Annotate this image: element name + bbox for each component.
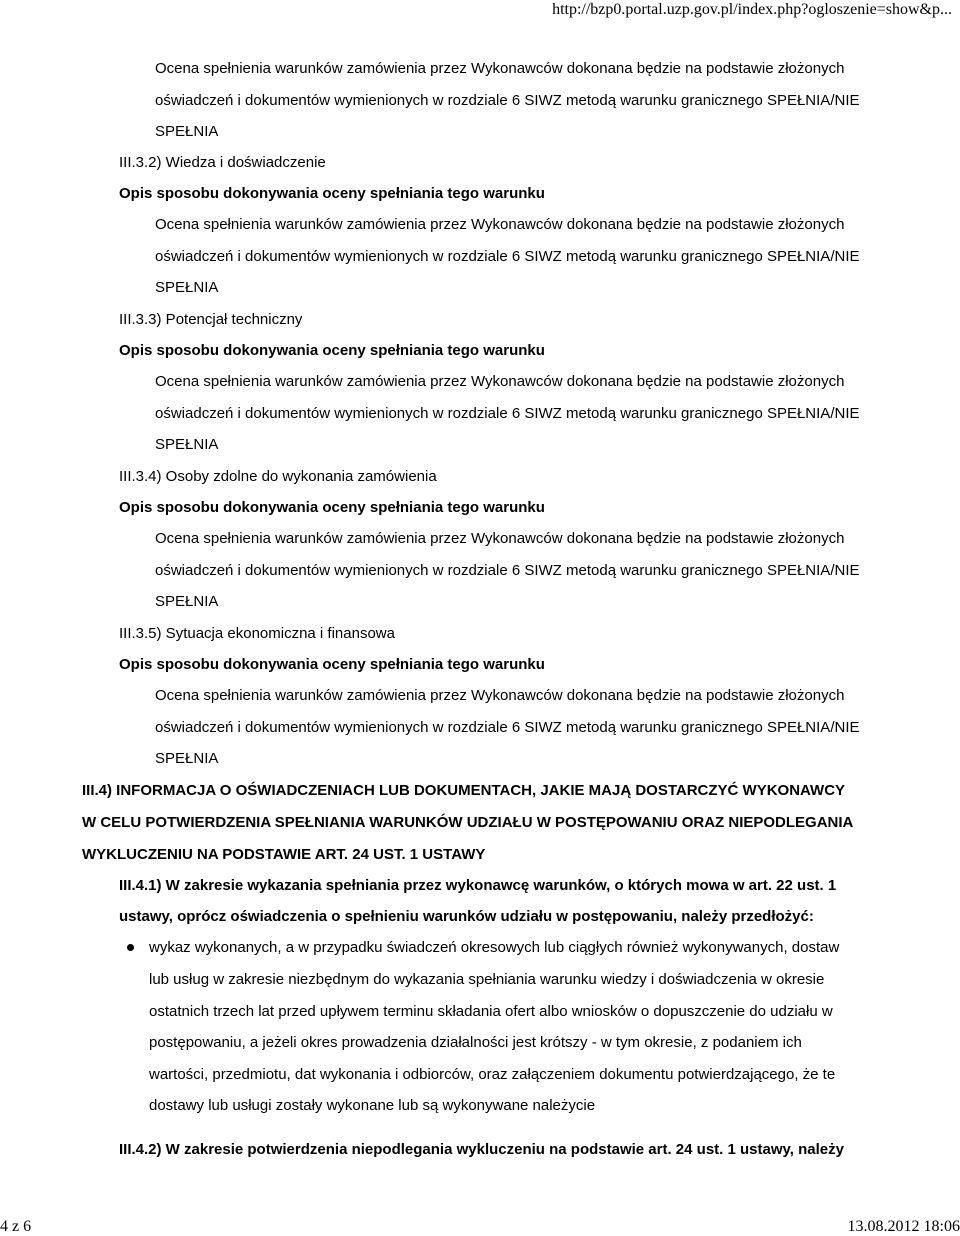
ocena-line-1: Ocena spełnienia warunków zamówienia przez Wykonawców dokonana będzie na podstawie złożonych [155,530,845,547]
ocena-line-2: oświadczeń i dokumentów wymienionych w rozdziale 6 SIWZ metodą warunku granicznego SPEŁNIA/NIE [155,248,860,265]
section-heading-3-3-2: III.3.2) Wiedza i doświadczenie [119,154,326,171]
ocena-line-1: Ocena spełnienia warunków zamówienia przez Wykonawców dokonana będzie na podstawie złożonych [155,687,845,704]
ocena-line-3: SPEŁNIA [155,436,219,453]
bullet-text-line-3: ostatnich trzech lat przed upływem terminu składania ofert albo wniosków o dopuszczenie do udziału w [149,1003,833,1020]
section-heading-3-3-4: III.3.4) Osoby zdolne do wykonania zamówienia [119,468,437,485]
section-heading-3-4-line-2: W CELU POTWIERDZENIA SPEŁNIANIA WARUNKÓW UDZIAŁU W POSTĘPOWANIU ORAZ NIEPODLEGANIA [82,814,854,831]
ocena-line-3: SPEŁNIA [155,123,219,140]
opis-heading: Opis sposobu dokonywania oceny spełniania tego warunku [119,499,545,516]
ocena-line-2: oświadczeń i dokumentów wymienionych w rozdziale 6 SIWZ metodą warunku granicznego SPEŁNIA/NIE [155,562,860,579]
section-heading-3-3-5: III.3.5) Sytuacja ekonomiczna i finansowa [119,625,395,642]
section-heading-3-4-2: III.4.2) W zakresie potwierdzenia niepodlegania wykluczeniu na podstawie art. 24 ust. 1 ustawy, należy [119,1141,844,1158]
ocena-line-3: SPEŁNIA [155,750,219,767]
ocena-line-2: oświadczeń i dokumentów wymienionych w rozdziale 6 SIWZ metodą warunku granicznego SPEŁNIA/NIE [155,405,860,422]
page-url: http://bzp0.portal.uzp.gov.pl/index.php?ogloszenie=show&p... [552,1,952,18]
ocena-line-2: oświadczeń i dokumentów wymienionych w rozdziale 6 SIWZ metodą warunku granicznego SPEŁNIA/NIE [155,92,860,109]
section-heading-3-4-line-3: WYKLUCZENIU NA PODSTAWIE ART. 24 UST. 1 USTAWY [82,846,486,863]
ocena-line-1: Ocena spełnienia warunków zamówienia przez Wykonawców dokonana będzie na podstawie złożonych [155,216,845,233]
ocena-line-3: SPEŁNIA [155,279,219,296]
opis-heading: Opis sposobu dokonywania oceny spełniania tego warunku [119,342,545,359]
opis-heading: Opis sposobu dokonywania oceny spełniania tego warunku [119,185,545,202]
page-number: 4 z 6 [0,1218,32,1235]
section-heading-3-4-1-line-2: ustawy, oprócz oświadczenia o spełnieniu warunków udziału w postępowaniu, należy przedłożyć: [119,908,814,925]
print-datetime: 13.08.2012 18:06 [847,1218,960,1235]
ocena-line-1: Ocena spełnienia warunków zamówienia przez Wykonawców dokonana będzie na podstawie złożonych [155,60,845,77]
bullet-text-line-6: dostawy lub usługi zostały wykonane lub są wykonywane należycie [149,1097,596,1114]
bullet-text-line-4: postępowaniu, a jeżeli okres prowadzenia działalności jest krótszy - w tym okresie, z podaniem ich [149,1034,802,1051]
section-heading-3-4-1-line-1: III.4.1) W zakresie wykazania spełniania przez wykonawcę warunków, o których mowa w art. 22 ust. 1 [119,877,837,894]
opis-heading: Opis sposobu dokonywania oceny spełniania tego warunku [119,656,545,673]
section-heading-3-4-line-1: III.4) INFORMACJA O OŚWIADCZENIACH LUB DOKUMENTACH, JAKIE MAJĄ DOSTARCZYĆ WYKONAWCY [82,782,846,799]
section-heading-3-3-3: III.3.3) Potencjał techniczny [119,311,303,328]
ocena-line-1: Ocena spełnienia warunków zamówienia przez Wykonawców dokonana będzie na podstawie złożonych [155,373,845,390]
ocena-line-2: oświadczeń i dokumentów wymienionych w rozdziale 6 SIWZ metodą warunku granicznego SPEŁNIA/NIE [155,719,860,736]
bullet-text-line-5: wartości, przedmiotu, dat wykonania i odbiorców, oraz załączeniem dokumentu potwierdzającego, że te [149,1066,836,1083]
bullet-point [127,944,134,951]
ocena-line-3: SPEŁNIA [155,593,219,610]
bullet-text-line-1: wykaz wykonanych, a w przypadku świadczeń okresowych lub ciągłych również wykonywanych, dostaw [149,939,840,956]
bullet-text-line-2: lub usług w zakresie niezbędnym do wykazania spełniania warunku wiedzy i doświadczenia w okresie [149,971,825,988]
